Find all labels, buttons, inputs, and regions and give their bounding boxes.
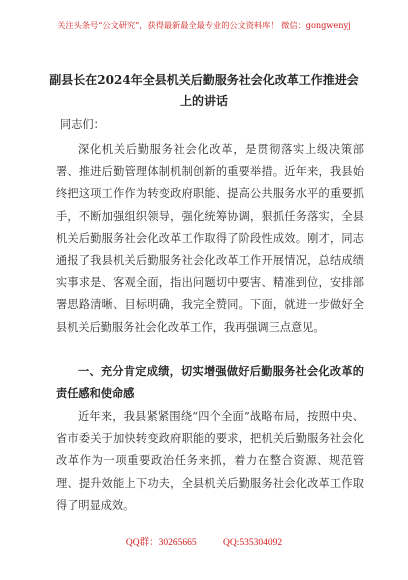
paragraph-1: 深化机关后勤服务社会化改革，是贯彻落实上级决策部署、推进后勤管理体制机制创新的重要举措。近年来，我县始终把这项工作作为转变政府职能、提高公共服务水平的重要抓手，不断加强组织领导，强化统筹协调，狠抓任务落实，全县机关后勤服务社会化改革工作取得了阶段性成效。刚才，同志通报了我县机关后勤服务社会化改革工作开展情况，总结成绩实事求是、客观全面，指出问题切中要害、精准到位，安排部署思路清晰、目标明确，我完全赞同。下面，就进一步做好全县机关后勤服务社会化改革工作，我再强调三点意见。: [56, 143, 364, 334]
section-heading-1: 一、充分肯定成绩，切实增强做好后勤服务社会化改革的责任感和使命感: [56, 364, 364, 400]
footer-contact: [0, 534, 408, 548]
header-banner: 关注头条号“公文研究”，获得最新最全最专业的公文资料库！ 微信：gongwenyj: [57, 20, 351, 30]
title-line-1: 副县长在2024年全县机关后勤服务社会化改革工作推进会: [49, 73, 359, 87]
title-line-2: 上的讲话: [179, 94, 228, 108]
footer-qq-number: QQ:535304092: [222, 538, 283, 548]
document-title: [0, 70, 408, 112]
footer-qq-group: QQ群：30265665: [125, 538, 197, 548]
paragraph-2: 近年来，我县紧紧围绕“四个全面”战略布局，按照中央、省市委关于加快转变政府职能的要求，把机关后勤服务社会化改革作为一项重要政治任务来抓，着力在整合资源、规范管理、提升效能上下功夫，全县机关后勤服务社会化改革工作取得了明显成效。: [56, 410, 364, 512]
salutation: 同志们：: [60, 118, 105, 131]
